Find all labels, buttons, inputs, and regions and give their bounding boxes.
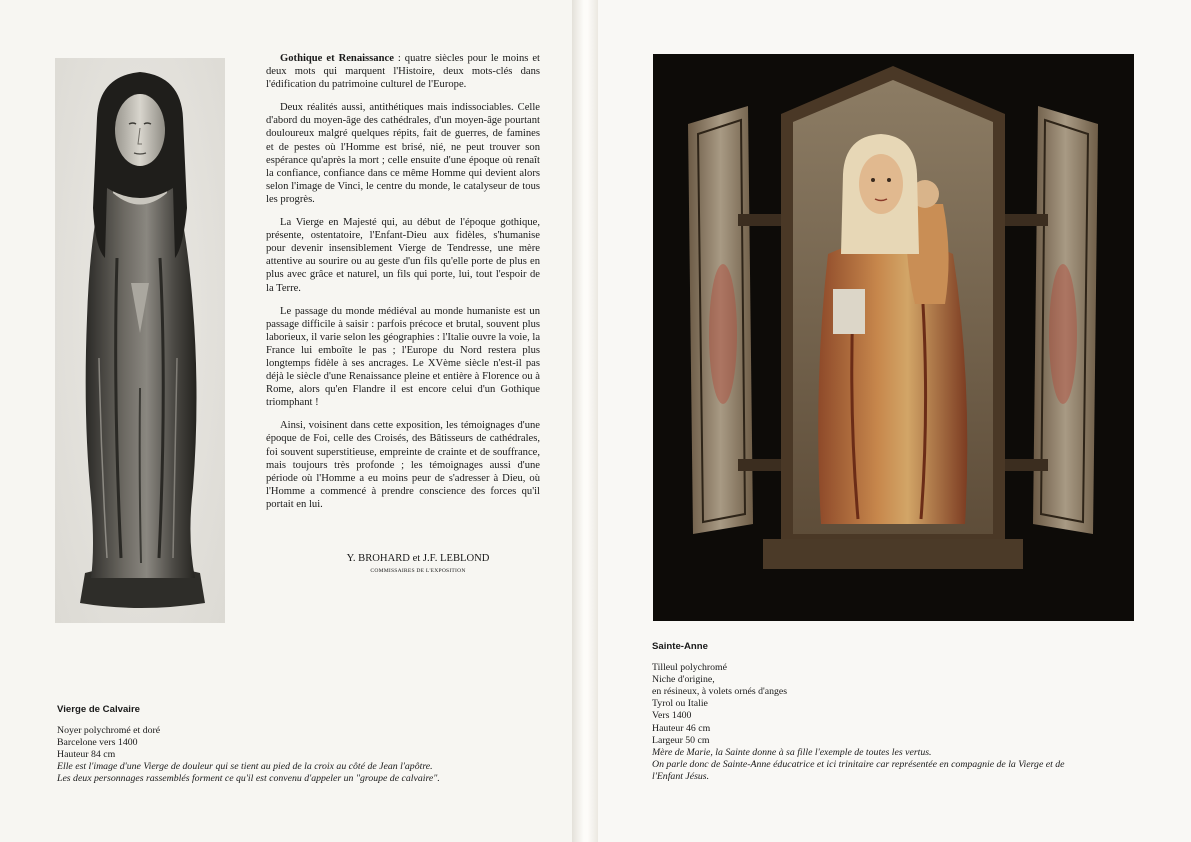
caption-description: Elle est l'image d'une Vierge de douleur qui se tient au pied de la croix au côté de Jean l'apôtre.: [57, 761, 433, 773]
essay-paragraph-3: La Vierge en Majesté qui, au début de l'époque gothique, présente, ostentatoire, l'Enfant-Dieu aux fidèles, s'humanise pour devenir insensiblement Vierge de Tendresse, une mère attentive au sourire ou au geste d'un fils qu'elle porte de plus en plus avec grâce et naturel, un fils qui porte, lui, tout l'espoir de la Terre.: [266, 217, 540, 294]
caption-description: l'Enfant Jésus.: [652, 770, 710, 782]
caption-title: Vierge de Calvaire: [57, 704, 141, 715]
essay-paragraph-1: [266, 52, 540, 91]
photo-sainte-anne: [653, 54, 1134, 621]
caption-line: Tyrol ou Italie: [652, 698, 708, 710]
signature-role: COMMISSAIRES DE L'EXPOSITION: [370, 568, 466, 574]
essay-paragraph-2: Deux réalités aussi, antithétiques mais indissociables. Celle d'abord du moyen-âge des cathédrales, d'un moyen-âge pourtant douloureux malgré quelques répits, fait de guerres, de famines et de pestes où l'Homme est brisé, nié, ne peut trouver son espérance qu'après la mort ; celle ensuite d'une époque où renaît la confiance, confiance dans ce même Homme qui devient alors selon l'image de Vinci, le centre du monde, le catalyseur de tous les progrès.: [266, 102, 540, 205]
caption-vierge-de-calvaire: [57, 704, 527, 786]
caption-line: Niche d'origine,: [652, 674, 715, 686]
essay-text: [266, 52, 540, 521]
essay-paragraph-4: Le passage du monde médiéval au monde humaniste est un passage difficile à saisir : parfois précoce et brutal, souvent plus laborieux, il varie selon les géographies : l'Italie ouvre la voie, la France lui emboîte le pas ; l'Europe du Nord restera plus longtemps fidèle à ses ancrages. Le XVème siècle n'est-il pas déjà le siècle d'une Renaissance pleine et entière à Florence ou à Rome, alors qu'en Flandre il est encore celui d'un Gothique triomphant !: [266, 305, 541, 409]
caption-line: en résineux, à volets ornés d'anges: [652, 686, 788, 698]
caption-line: Largeur 50 cm: [652, 734, 710, 746]
signature-block: [266, 553, 540, 574]
caption-description: Mère de Marie, la Sainte donne à sa fille l'exemple de toutes les vertus.: [652, 746, 932, 758]
caption-line: Hauteur 84 cm: [57, 749, 116, 761]
essay-paragraph-1-rest: : quatre siècles pour le moins et deux mots qui marquent l'Histoire, deux mots-clés dans l'édification du patrimoine culturel de l'Europe.: [266, 53, 540, 91]
caption-line: Vers 1400: [652, 710, 692, 722]
caption-line: Noyer polychromé et doré: [57, 725, 161, 737]
caption-line: Tilleul polychromé: [652, 662, 728, 674]
caption-description: Les deux personnages rassemblés forment ce qu'il est convenu d'appeler un "groupe de calvaire".: [57, 773, 440, 785]
essay-paragraph-5: Ainsi, voisinent dans cette exposition, les témoignages d'une époque de Foi, celle des Croisés, des Bâtisseurs de cathédrales, foi souvent superstitieuse, empreinte de crainte et de souffrance, mais toujours très profonde ; les témoignages aussi d'une période où l'Homme a eu moins peur de s'adresser à Dieu, où l'Homme a commencé à prendre conscience des forces qu'il portait en lui.: [266, 420, 540, 510]
caption-line: Hauteur 46 cm: [652, 722, 711, 734]
caption-title: Sainte-Anne: [652, 641, 708, 652]
essay-lead: Gothique et Renaissance: [280, 53, 394, 64]
photo-vierge-de-calvaire: [55, 58, 225, 623]
book-gutter: [572, 0, 598, 842]
caption-sainte-anne: [652, 641, 1152, 783]
caption-description: On parle donc de Sainte-Anne éducatrice et ici trinitaire car représentée en compagnie de la Vierge et de: [652, 758, 1065, 770]
caption-line: Barcelone vers 1400: [57, 737, 138, 749]
signature-names: Y. BROHARD et J.F. LEBLOND: [346, 553, 490, 564]
